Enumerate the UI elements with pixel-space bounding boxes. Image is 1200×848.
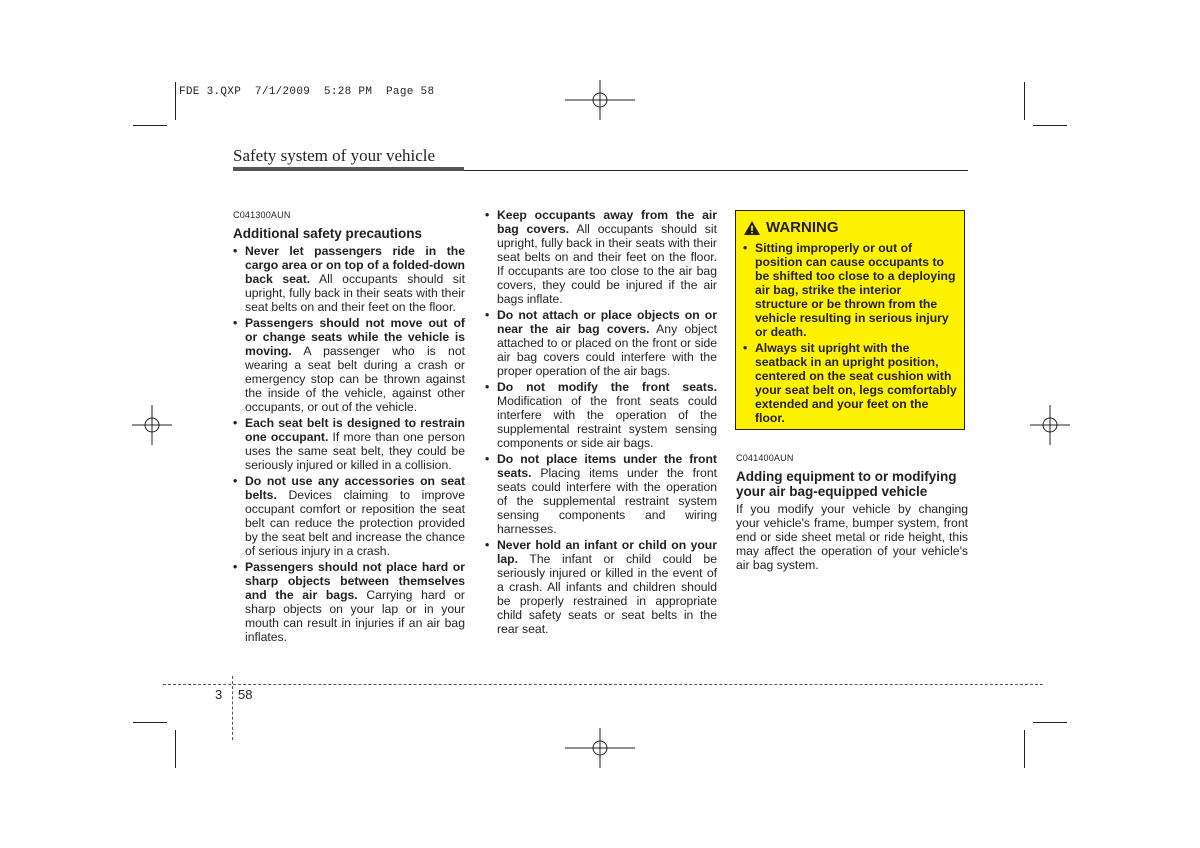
warning-triangle-icon xyxy=(743,220,761,236)
warning-list xyxy=(743,241,957,425)
list-item xyxy=(485,538,717,636)
column-right xyxy=(736,451,968,572)
registration-mark-icon xyxy=(565,728,635,768)
list-item xyxy=(233,416,465,472)
bullet-icon: • xyxy=(485,538,490,552)
bullet-icon: • xyxy=(485,452,490,466)
bullet-icon: • xyxy=(485,308,490,322)
item-bold: Keep occupants away from the air bag covers. xyxy=(497,208,717,236)
registration-mark-icon xyxy=(565,80,635,120)
warning-title-text: WARNING xyxy=(766,219,839,236)
list-item xyxy=(233,244,465,314)
warning-box xyxy=(735,210,965,430)
list-item xyxy=(233,474,465,558)
chapter-number: 3 xyxy=(215,687,223,702)
item-text: A passenger who is not wearing a seat belt during a crash or emergency stop can be thrown against the inside of the vehicle, against other occupants, or out of the vehicle. xyxy=(245,344,465,414)
list-item xyxy=(485,208,717,306)
precaution-list xyxy=(233,244,465,644)
section-heading: Additional safety precautions xyxy=(233,226,423,241)
bullet-icon: • xyxy=(743,341,748,355)
bullet-icon: • xyxy=(233,244,238,258)
item-text: All occupants should sit upright, fully back in their seats with their seat belts on and their feet on the floor. xyxy=(245,272,465,314)
bullet-icon: • xyxy=(233,416,238,430)
section-heading: Adding equipment to or modifying your air bag-equipped vehicle xyxy=(736,469,957,499)
item-text: The infant or child could be seriously injured or killed in the event of a crash. All infants and children should be properly restrained in appropriate child safety seats or seat belts in the rear seat. xyxy=(497,552,717,636)
list-item xyxy=(485,380,717,450)
list-item xyxy=(743,241,957,339)
section-title: Safety system of your vehicle xyxy=(233,146,436,165)
warning-text: Always sit upright with the seatback in an upright position, centered on the seat cushion with your seat belt on, legs comfortably extended and your feet on the floor. xyxy=(755,341,957,425)
warning-text: Sitting improperly or out of position can cause occupants to be shifted too close to a deploying air bag, strike the interior structure or be thrown from the vehicle resulting in serious injury or death. xyxy=(755,241,956,339)
section-code: C041300AUN xyxy=(233,210,291,220)
header-rule-thick xyxy=(233,167,464,171)
page-number: 58 xyxy=(238,687,253,702)
print-slug: FDE 3.QXP 7/1/2009 5:28 PM Page 58 xyxy=(179,86,435,98)
item-bold: Do not use any accessories on seat belts. xyxy=(245,474,465,502)
footer-dashed-divider xyxy=(232,676,233,740)
item-bold: Each seat belt is designed to restrain one occupant. xyxy=(245,416,465,444)
bullet-icon: • xyxy=(233,316,238,330)
bullet-icon: • xyxy=(743,241,748,255)
item-bold: Do not place items under the front seats. xyxy=(497,452,717,480)
column-middle xyxy=(485,208,717,638)
item-text: If more than one person uses the same seat belt, they could be seriously injured or killed in a collision. xyxy=(245,430,465,472)
list-item xyxy=(485,308,717,378)
registration-mark-icon xyxy=(1030,405,1070,445)
bullet-icon: • xyxy=(485,208,490,222)
item-text: Any object attached to or placed on the front or side air bag covers could interfere with the proper operation of the air bags. xyxy=(497,322,717,378)
item-bold: Never let passengers ride in the cargo area or on top of a folded-down back seat. xyxy=(245,244,465,286)
bullet-icon: • xyxy=(233,474,238,488)
item-bold: Passengers should not move out of or change seats while the vehicle is moving. xyxy=(245,316,465,358)
list-item xyxy=(485,452,717,536)
body-text: If you modify your vehicle by changing your vehicle's frame, bumper system, front end or side sheet metal or ride height, this may affect the operation of your vehicle's air bag system. xyxy=(736,502,968,572)
bullet-icon: • xyxy=(485,380,490,394)
list-item xyxy=(743,341,957,425)
registration-mark-icon xyxy=(132,405,172,445)
item-text: Devices claiming to improve occupant comfort or reposition the seat belt can reduce the protection provided by the seat belt and increase the chance of serious injury in a crash. xyxy=(245,488,465,558)
warning-title xyxy=(743,219,957,237)
header-rule-thin xyxy=(464,170,968,171)
bullet-icon: • xyxy=(233,560,238,574)
item-text: Modification of the front seats could interfere with the operation of the supplemental restraint system sensing components or side air bags. xyxy=(497,394,717,450)
list-item xyxy=(233,316,465,414)
item-text: All occupants should sit upright, fully back in their seats with their seat belts on and their feet on the floor. If occupants are too close to the air bag covers, they could be injured if the air bags inflate. xyxy=(497,222,717,306)
column-left xyxy=(233,208,465,646)
section-code: C041400AUN xyxy=(736,453,794,463)
item-text: Carrying hard or sharp objects on your lap or in your mouth can result in injuries if an air bag inflates. xyxy=(245,588,465,644)
item-bold: Do not modify the front seats. xyxy=(497,380,717,394)
item-bold: Never hold an infant or child on your lap. xyxy=(497,538,717,566)
item-bold: Passengers should not place hard or sharp objects between themselves and the air bags. xyxy=(245,560,465,602)
list-item xyxy=(233,560,465,644)
footer-dashed-rule xyxy=(163,684,1043,685)
item-bold: Do not attach or place objects on or near the air bag covers. xyxy=(497,308,717,336)
precaution-list xyxy=(485,208,717,636)
item-text: Placing items under the front seats could interfere with the operation of the supplemental restraint system sensing components and wiring harnesses. xyxy=(497,466,717,536)
